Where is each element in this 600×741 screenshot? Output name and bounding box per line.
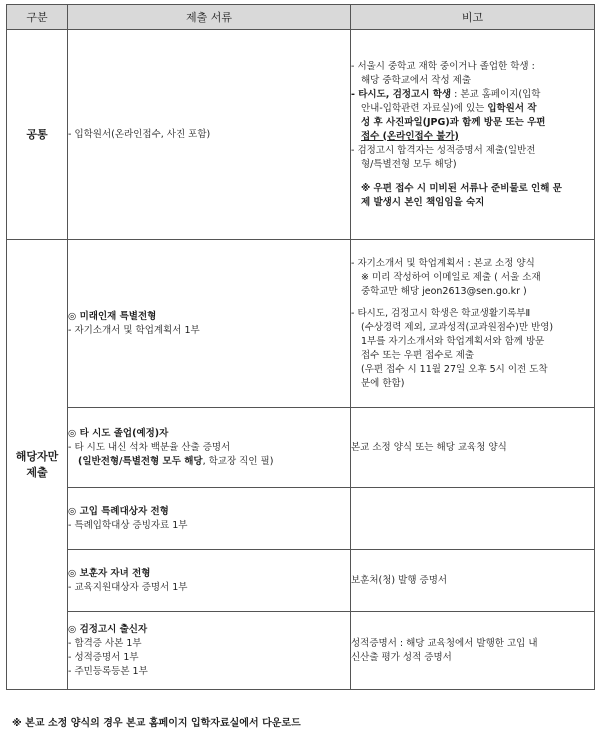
- footnote: ※ 본교 소정 양식의 경우 본교 홈페이지 입학자료실에서 다운로드: [12, 718, 301, 729]
- table-row-special: [7, 488, 595, 550]
- category-label: 해당자만: [15, 449, 59, 463]
- table-header-row: [7, 5, 595, 30]
- document-item: - 성적증명서 1부: [68, 651, 139, 663]
- category-label: 제출: [26, 465, 48, 479]
- remark-notice: 제 발생시 본인 책임임을 숙지: [361, 196, 485, 208]
- section-title: ◎ 미래인재 특별전형: [68, 310, 157, 322]
- section-title: ◎ 보훈자 자녀 전형: [68, 567, 151, 579]
- future-talent-documents: [68, 240, 351, 408]
- other-city-remarks: 본교 소정 양식 또는 해당 교육청 양식: [351, 408, 595, 488]
- special-documents: [68, 488, 351, 550]
- section-title: ◎ 고입 특례대상자 전형: [68, 505, 169, 517]
- document-item: - 자기소개서 및 학업계획서 1부: [68, 324, 200, 336]
- email-text: 중학교만 해당 jeon2613@sen.go.kr ): [361, 285, 527, 297]
- remark-text: 입학원서 작: [487, 102, 537, 114]
- common-remarks: [351, 30, 595, 240]
- ged-documents: [68, 612, 351, 690]
- remark-text: (수상경력 제외, 교과성적(교과원점수)만 반영): [361, 321, 554, 333]
- section-title: ◎ 검정고시 출신자: [68, 623, 148, 635]
- remark-text: 형/특별전형 모두 해당): [361, 158, 457, 170]
- header-category: 구분: [7, 5, 68, 30]
- category-applicable: [7, 240, 68, 690]
- document-item: - 주민등록등본 1부: [68, 665, 148, 677]
- remark-text: (우편 접수 시 11월 27일 오후 5시 이전 도착: [361, 363, 548, 375]
- table-row-future-talent: [7, 240, 595, 408]
- document-item: - 타 시도 내신 석차 백분율 산출 증명서: [68, 441, 231, 453]
- remark-text: 성 후 사진파일(JPG)과 함께 방문 또는 우편: [361, 116, 546, 128]
- remark-text: 접수 또는 우편 접수로 제출: [361, 349, 475, 361]
- table-row-other-city: [7, 408, 595, 488]
- veteran-remarks: 보훈처(청) 발행 증명서: [351, 550, 595, 612]
- veteran-documents: [68, 550, 351, 612]
- header-remarks: 비고: [351, 5, 595, 30]
- special-remarks: [351, 488, 595, 550]
- other-city-documents: [68, 408, 351, 488]
- document-item: - 합격증 사본 1부: [68, 637, 142, 649]
- remark-text: 성적증명서 : 해당 교육청에서 발행한 고입 내: [351, 637, 538, 649]
- document-item: - 특례입학대상 증빙자료 1부: [68, 519, 188, 531]
- table-row-common: [7, 30, 595, 240]
- remark-text: 1부를 자기소개서와 학업계획서와 함께 방문: [361, 335, 545, 347]
- remark-notice: ※ 우편 접수 시 미비된 서류나 준비물로 인해 문: [361, 182, 562, 194]
- document-item: (일반전형/특별전형 모두 해당: [78, 455, 203, 467]
- remark-text: - 타시도, 검정고시 학생: [351, 88, 452, 100]
- ged-remarks: [351, 612, 595, 690]
- remark-text: : 본교 홈페이지(입학: [451, 88, 541, 100]
- remark-text: ※ 미리 작성하여 이메일로 제출 ( 서울 소재: [361, 271, 541, 283]
- table-row-veteran: [7, 550, 595, 612]
- remark-text: 분에 한함): [361, 377, 405, 389]
- remark-text: 접수 (온라인접수 불가): [361, 130, 459, 142]
- document-item: , 학교장 직인 필): [202, 455, 274, 467]
- common-document: - 입학원서(온라인접수, 사진 포함): [68, 30, 351, 240]
- remark-text: 신산출 평가 성적 증명서: [351, 651, 452, 663]
- section-title: ◎ 타 시도 졸업(예정)자: [68, 427, 169, 439]
- remark-text: 안내-입학관련 자료실)에 있는: [361, 102, 488, 114]
- future-talent-remarks: [351, 240, 595, 408]
- submission-documents-table: [6, 4, 595, 690]
- header-documents: 제출 서류: [68, 5, 351, 30]
- remark-text: - 검정고시 합격자는 성적증명서 제출(일반전: [351, 144, 536, 156]
- remark-text: - 자기소개서 및 학업계획서 : 본교 소정 양식: [351, 257, 535, 269]
- remark-text: 해당 중학교에서 작성 제출: [361, 74, 472, 86]
- category-common: 공통: [7, 30, 68, 240]
- table-row-ged: [7, 612, 595, 690]
- remark-text: - 서울시 중학교 재학 중이거나 졸업한 학생 :: [351, 60, 535, 72]
- remark-text: - 타시도, 검정고시 학생은 학교생활기록부Ⅱ: [351, 307, 531, 319]
- document-item: - 교육지원대상자 증명서 1부: [68, 581, 188, 593]
